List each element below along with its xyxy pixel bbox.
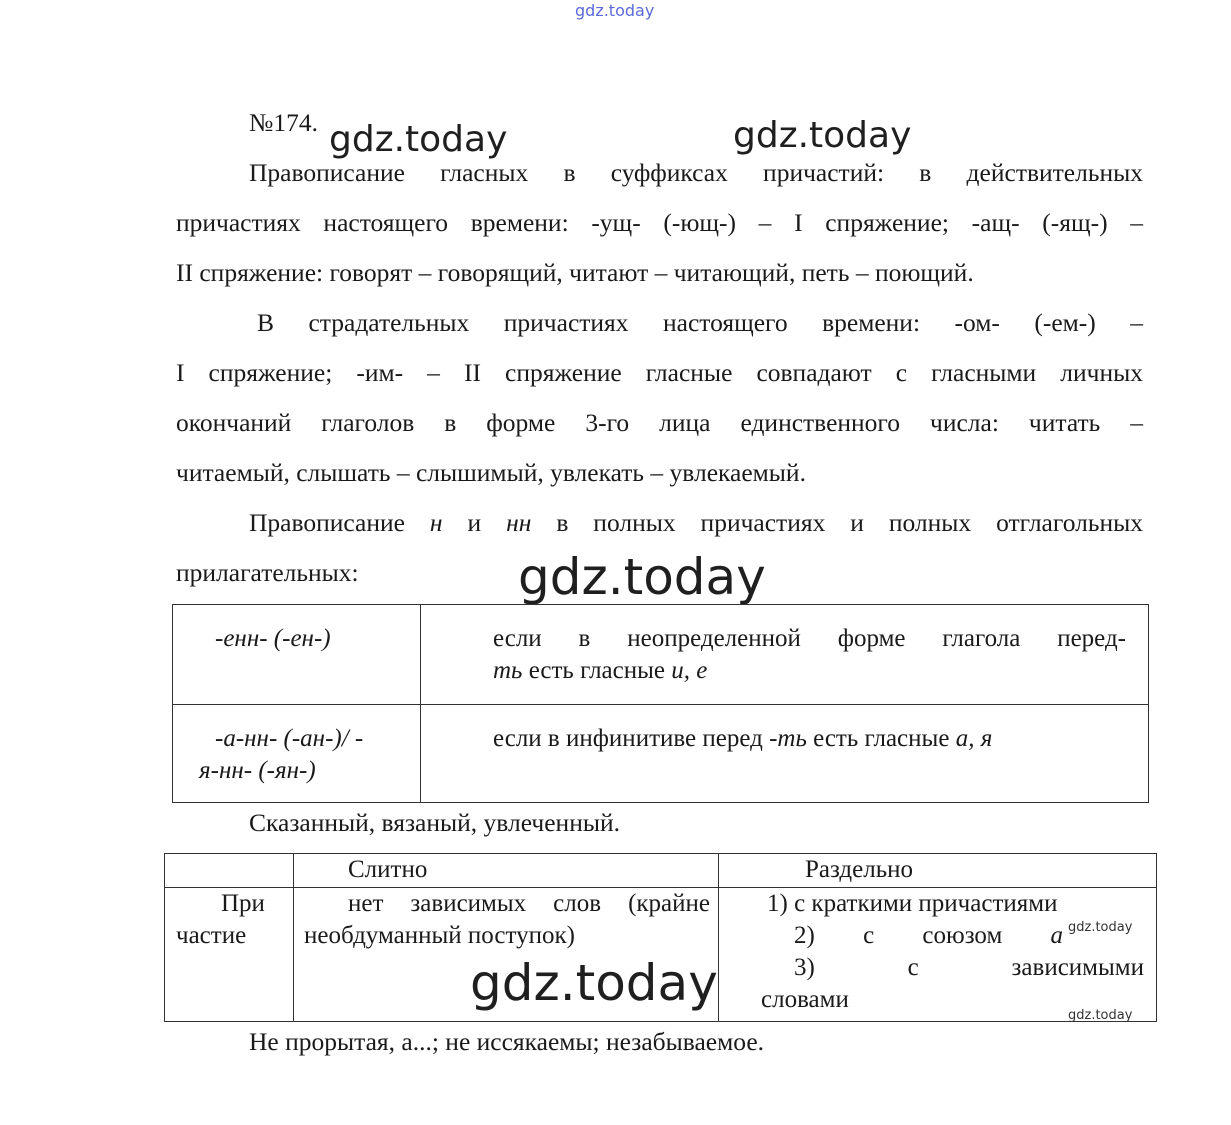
watermark-small: gdz.today [1068,1008,1133,1023]
watermark-small: gdz.today [1068,920,1133,935]
table-row [165,888,1157,1022]
suffix-cell: -а-нн- (-ан-)/ - я-нн- (-ян-) [173,705,421,803]
paragraph-line: причастиях настоящего времени: -ущ- (-ющ-) – I спряжение; -ащ- (-ящ-) – [176,208,1143,237]
spelling-ne-table [164,853,1157,1022]
header-cell [165,854,294,888]
table-row [173,605,1149,705]
watermark-top: gdz.today [575,1,655,20]
watermark: gdz.today [518,548,766,606]
paragraph-line: Правописание гласных в суффиксах причастий: в действительных [249,158,1143,187]
table-row [173,705,1149,803]
paragraph-line: окончаний глаголов в форме 3-го лица единственного числа: читать – [176,408,1143,437]
examples-line: Не прорытая, а...; не иссякаемы; незабываемое. [249,1027,765,1056]
rule-cell: если в неопределенной форме глагола перед- ть есть гласные и, е [421,605,1149,705]
suffix-rule-table [172,604,1149,803]
paragraph-line: читаемый, слышать – слышимый, увлекать – увлекаемый. [176,458,806,487]
paragraph-line: В страдательных причастиях настоящего времени: -ом- (-ем-) – [257,308,1143,337]
rule-cell: если в инфинитиве перед -ть есть гласные а, я [421,705,1149,803]
header-cell: Слитно [294,854,719,888]
paragraph-line: I спряжение; -им- – II спряжение гласные совпадают с гласными личных [176,358,1143,387]
header-cell: Раздельно [719,854,1157,888]
row-label-cell: При частие [165,888,294,1022]
exercise-number: №174. [249,108,318,137]
watermark: gdz.today [733,115,912,156]
suffix-cell: -енн- (-ен-) [173,605,421,705]
paragraph-line: прилагательных: [176,558,359,587]
together-cell: нет зависимых слов (крайне необдуманный поступок) [294,888,719,1022]
paragraph-line: II спряжение: говорят – говорящий, читают – читающий, петь – поющий. [176,258,974,287]
examples-line: Сказанный, вязаный, увлеченный. [249,808,620,837]
paragraph-line: Правописание н и нн в полных причастиях и полных отглагольных [249,508,1143,537]
watermark: gdz.today [329,119,508,160]
separate-cell: 1) с краткими причастиями 2) с союзом а 3) с зависимыми словами [719,888,1157,1022]
table-header-row [165,854,1157,888]
watermark: gdz.today [470,954,718,1012]
